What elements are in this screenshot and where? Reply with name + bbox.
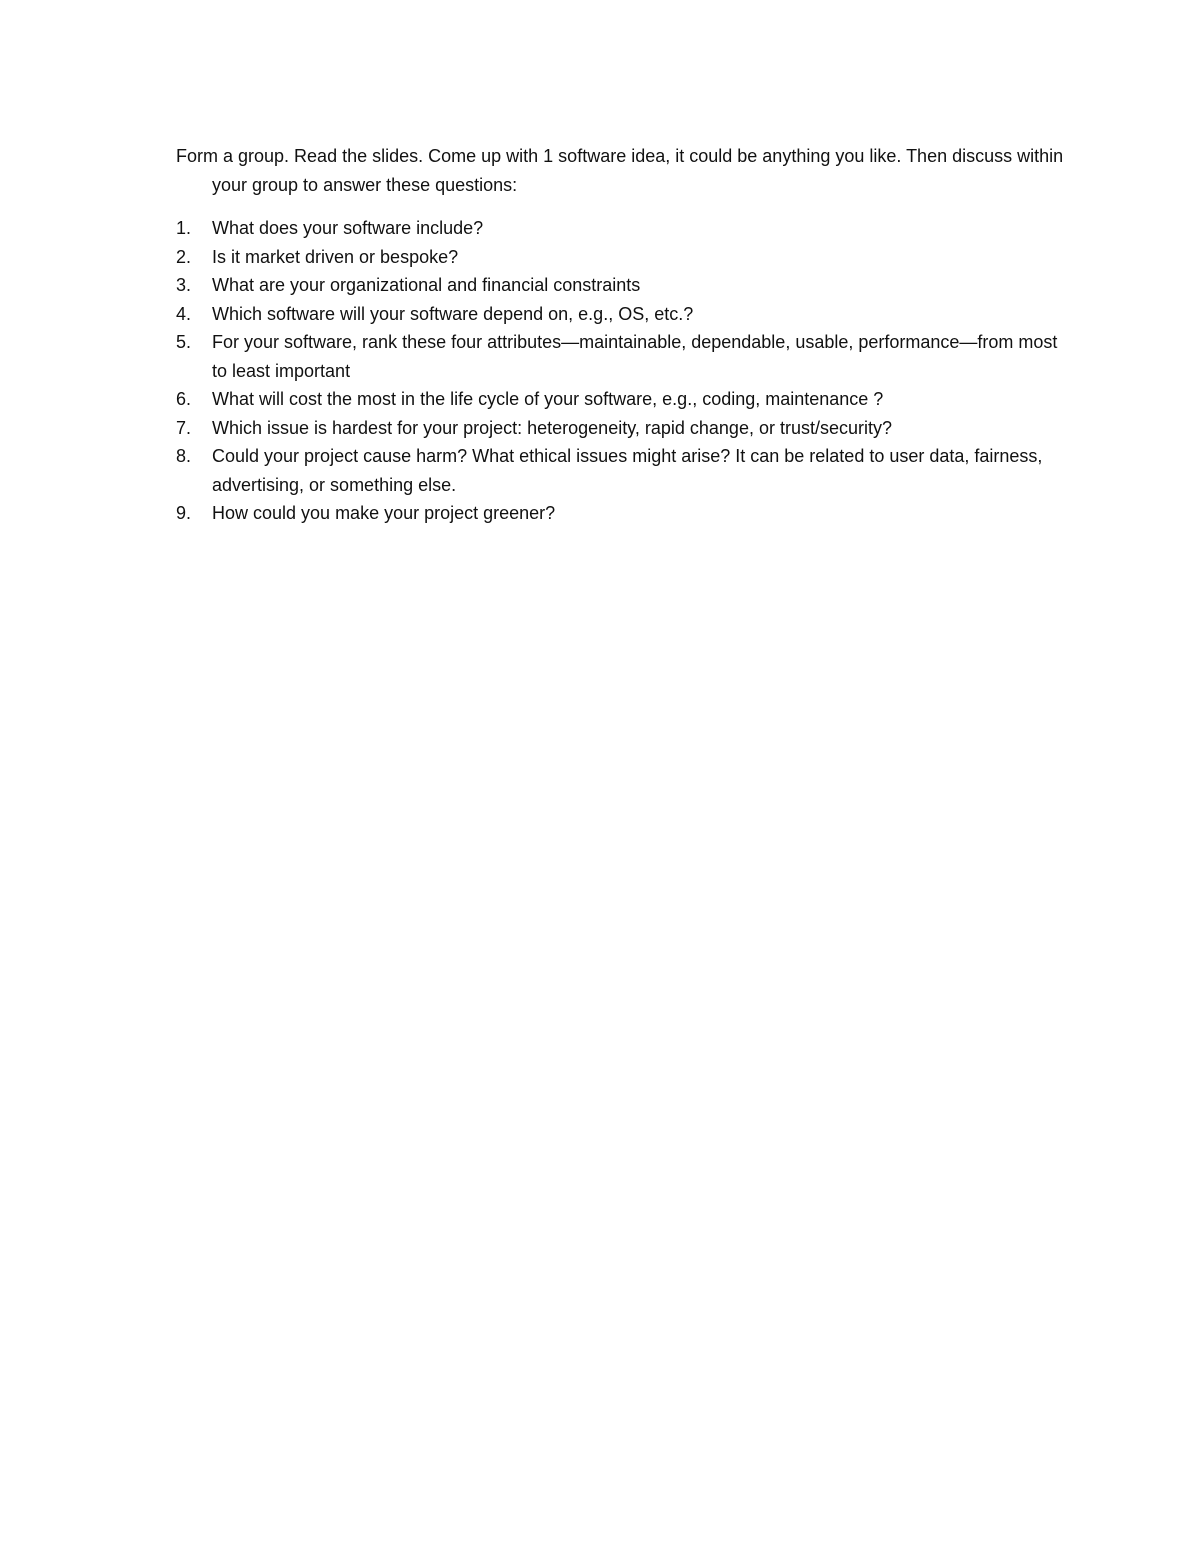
list-item <box>176 328 1076 385</box>
list-number: 6. <box>176 389 192 409</box>
list-item <box>176 214 1076 243</box>
list-item <box>176 442 1076 499</box>
list-number: 2. <box>176 246 192 267</box>
list-item <box>176 300 1076 329</box>
question-text: What will cost the most in the life cycle of your software, e.g., coding, maintenance ? <box>212 389 884 409</box>
list-number: 1. <box>176 218 192 238</box>
question-text: How could you make your project greener? <box>212 503 556 523</box>
list-item <box>176 414 1076 443</box>
list-number: 5. <box>176 332 192 352</box>
list-number: 4. <box>176 303 192 324</box>
list-number: 8. <box>176 446 192 466</box>
question-text: What does your software include? <box>212 218 484 238</box>
question-text: Which software will your software depend on, e.g., OS, etc.? <box>212 303 694 324</box>
question-text: Is it market driven or bespoke? <box>212 246 459 267</box>
document-body <box>176 142 1076 528</box>
question-list <box>176 214 1076 528</box>
intro-paragraph: Form a group. Read the slides. Come up with 1 software idea, it could be anything you like. Then discuss within your group to answer these questions: <box>176 146 1064 195</box>
list-number: 9. <box>176 503 192 523</box>
question-text: What are your organizational and financial constraints <box>212 275 641 295</box>
list-item <box>176 499 1076 528</box>
question-text: For your software, rank these four attributes—maintainable, dependable, usable, performance—from most to least important <box>212 332 1058 381</box>
list-item <box>176 243 1076 272</box>
list-item <box>176 271 1076 300</box>
question-text: Which issue is hardest for your project: heterogeneity, rapid change, or trust/security? <box>212 417 892 438</box>
list-number: 3. <box>176 275 192 295</box>
list-number: 7. <box>176 417 192 438</box>
question-text: Could your project cause harm? What ethical issues might arise? It can be related to user data, fairness, advertising, or something else. <box>212 446 1043 495</box>
list-item <box>176 385 1076 414</box>
